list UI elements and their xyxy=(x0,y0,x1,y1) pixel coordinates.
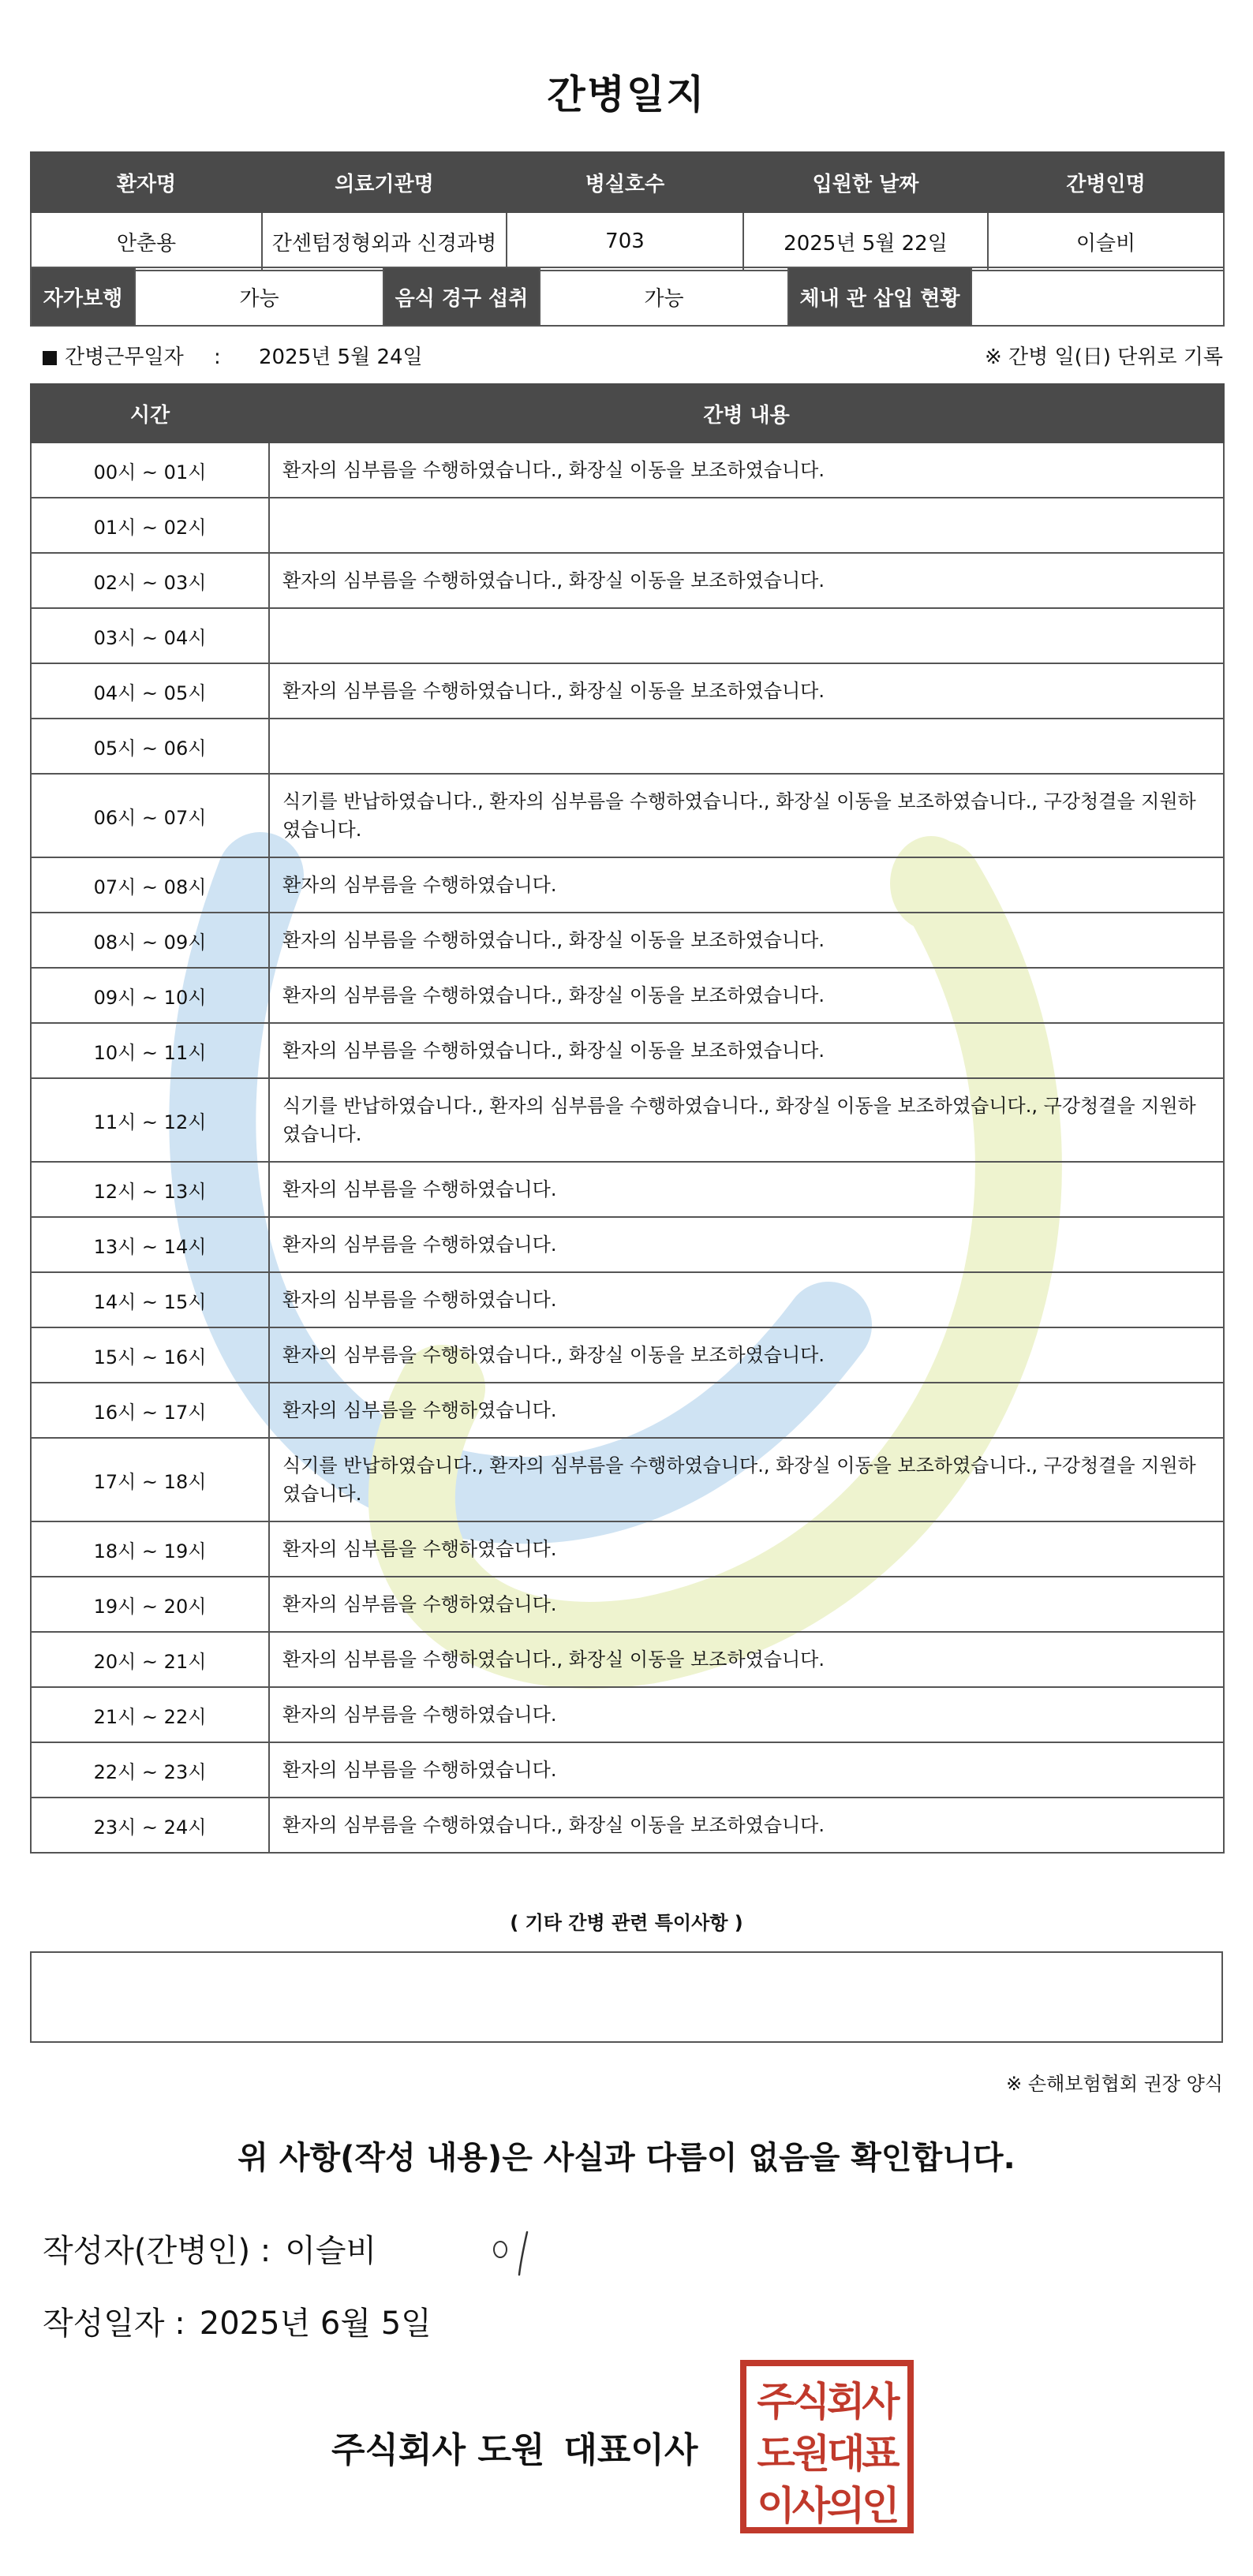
company-line xyxy=(331,2421,698,2472)
patient-info-value-row xyxy=(31,212,1224,271)
company-representative: 대표이사 xyxy=(563,2430,698,2470)
care-log-row xyxy=(31,663,1224,719)
care-log-row xyxy=(31,857,1224,913)
care-log-time: 12시 ~ 13시 xyxy=(31,1162,269,1217)
care-log-row xyxy=(31,442,1224,498)
page-title: 간병일지 xyxy=(547,72,706,118)
care-log-time: 15시 ~ 16시 xyxy=(31,1327,269,1383)
company-name: 주식회사 도원 xyxy=(331,2430,545,2470)
work-date-colon: : xyxy=(213,345,221,369)
care-log-time: 23시 ~ 24시 xyxy=(31,1798,269,1853)
care-log-content: 환자의 심부름을 수행하였습니다., 화장실 이동을 보조하였습니다. xyxy=(269,1632,1224,1687)
care-log-row xyxy=(31,498,1224,553)
admission-date: 2025년 5월 22일 xyxy=(743,212,988,271)
care-log-time: 22시 ~ 23시 xyxy=(31,1742,269,1798)
care-log-time: 00시 ~ 01시 xyxy=(31,442,269,498)
svg-text:이사의인: 이사의인 xyxy=(757,2483,897,2529)
care-log-content: 환자의 심부름을 수행하였습니다. xyxy=(269,1383,1224,1438)
header-patient-name: 환자명 xyxy=(31,152,262,212)
care-log-row xyxy=(31,1742,1224,1798)
oral-intake-label: 음식 경구 섭취 xyxy=(383,267,540,326)
care-log-time: 13시 ~ 14시 xyxy=(31,1217,269,1272)
special-notes-title: ( 기타 간병 관련 특이사항 ) xyxy=(510,1912,743,1934)
care-log-row xyxy=(31,1687,1224,1742)
patient-info-header-row xyxy=(31,152,1224,212)
care-log-row xyxy=(31,1272,1224,1327)
work-date-label: 간병근무일자 xyxy=(65,345,184,369)
care-log-content: 환자의 심부름을 수행하였습니다. xyxy=(269,1521,1224,1577)
care-log-row xyxy=(31,1383,1224,1438)
care-log-content: 환자의 심부름을 수행하였습니다., 화장실 이동을 보조하였습니다. xyxy=(269,913,1224,968)
care-log-time: 11시 ~ 12시 xyxy=(31,1078,269,1162)
care-log-time: 16시 ~ 17시 xyxy=(31,1383,269,1438)
care-log-row xyxy=(31,1023,1224,1078)
care-log-row xyxy=(31,1327,1224,1383)
care-log-content xyxy=(269,608,1224,663)
header-room-number: 병실호수 xyxy=(507,152,743,212)
caregiver-name: 이슬비 xyxy=(988,212,1224,271)
write-date-line xyxy=(43,2298,432,2343)
care-log-header-row xyxy=(31,384,1224,442)
care-log-time: 03시 ~ 04시 xyxy=(31,608,269,663)
care-log-content: 환자의 심부름을 수행하였습니다., 화장실 이동을 보조하였습니다. xyxy=(269,1327,1224,1383)
care-log-row xyxy=(31,1521,1224,1577)
writer-name: 이슬비 xyxy=(285,2233,377,2269)
daily-record-note: ※ 간병 일(日) 단위로 기록 xyxy=(984,345,1223,369)
care-log-row xyxy=(31,913,1224,968)
svg-text:주식회사: 주식회사 xyxy=(757,2379,897,2425)
write-date-value: 2025년 6월 5일 xyxy=(199,2305,432,2342)
care-log-time: 09시 ~ 10시 xyxy=(31,968,269,1023)
care-log-time: 07시 ~ 08시 xyxy=(31,857,269,913)
header-time: 시간 xyxy=(31,384,269,442)
care-log-content: 환자의 심부름을 수행하였습니다., 화장실 이동을 보조하였습니다. xyxy=(269,442,1224,498)
care-log-content: 환자의 심부름을 수행하였습니다., 화장실 이동을 보조하였습니다. xyxy=(269,968,1224,1023)
care-log-time: 06시 ~ 07시 xyxy=(31,774,269,857)
care-log-content: 환자의 심부름을 수행하였습니다. xyxy=(269,1687,1224,1742)
company-seal-stamp xyxy=(739,2358,915,2535)
care-log-time: 21시 ~ 22시 xyxy=(31,1687,269,1742)
care-log-time: 17시 ~ 18시 xyxy=(31,1438,269,1521)
square-bullet-icon xyxy=(43,351,57,365)
care-log-row xyxy=(31,1632,1224,1687)
work-date xyxy=(43,341,423,370)
room-number: 703 xyxy=(507,212,743,271)
write-date-label: 작성일자 : xyxy=(43,2305,185,2342)
care-log-content: 환자의 심부름을 수행하였습니다., 화장실 이동을 보조하였습니다. xyxy=(269,1798,1224,1853)
work-date-value: 2025년 5월 24일 xyxy=(259,345,423,369)
care-log-content: 환자의 심부름을 수행하였습니다. xyxy=(269,1162,1224,1217)
header-hospital-name: 의료기관명 xyxy=(262,152,507,212)
care-log-content: 환자의 심부름을 수행하였습니다. xyxy=(269,857,1224,913)
care-log-time: 10시 ~ 11시 xyxy=(31,1023,269,1078)
patient-status-row xyxy=(31,267,1224,326)
patient-status-table xyxy=(30,267,1225,327)
care-log-time: 14시 ~ 15시 xyxy=(31,1272,269,1327)
care-log-content: 환자의 심부름을 수행하였습니다. xyxy=(269,1272,1224,1327)
writer-line xyxy=(43,2226,376,2271)
writer-label: 작성자(간병인) : xyxy=(43,2233,271,2269)
tube-status-value xyxy=(971,267,1224,326)
care-log-content: 환자의 심부름을 수행하였습니다., 화장실 이동을 보조하였습니다. xyxy=(269,553,1224,608)
hospital-name: 간센텀정형외과 신경과병 xyxy=(262,212,507,271)
patient-name: 안춘용 xyxy=(31,212,262,271)
walking-label: 자가보행 xyxy=(31,267,135,326)
care-log-time: 04시 ~ 05시 xyxy=(31,663,269,719)
walking-value: 가능 xyxy=(135,267,383,326)
special-notes-box xyxy=(30,1951,1223,2043)
patient-info-table xyxy=(30,151,1225,271)
header-caregiver-name: 간병인명 xyxy=(988,152,1224,212)
work-date-line xyxy=(43,341,1223,372)
care-log-time: 20시 ~ 21시 xyxy=(31,1632,269,1687)
handwritten-signature xyxy=(483,2223,546,2286)
care-log-content: 식기를 반납하였습니다., 환자의 심부름을 수행하였습니다., 화장실 이동을 보조하였습니다., 구강청결을 지원하였습니다. xyxy=(269,1078,1224,1162)
care-log-content xyxy=(269,719,1224,774)
care-log-table xyxy=(30,383,1225,1854)
care-log-time: 08시 ~ 09시 xyxy=(31,913,269,968)
confirmation-statement: 위 사항(작성 내용)은 사실과 다름이 없음을 확인합니다. xyxy=(238,2140,1015,2176)
recommended-form-note: ※ 손해보험협회 권장 양식 xyxy=(1006,2073,1223,2095)
care-log-content xyxy=(269,498,1224,553)
care-log-time: 02시 ~ 03시 xyxy=(31,553,269,608)
care-log-time: 18시 ~ 19시 xyxy=(31,1521,269,1577)
care-log-row xyxy=(31,968,1224,1023)
care-log-row xyxy=(31,719,1224,774)
care-log-content: 환자의 심부름을 수행하였습니다. xyxy=(269,1217,1224,1272)
tube-status-label: 체내 관 삽입 현황 xyxy=(788,267,971,326)
care-log-row xyxy=(31,1577,1224,1632)
care-log-row xyxy=(31,553,1224,608)
oral-intake-value: 가능 xyxy=(540,267,788,326)
care-log-row xyxy=(31,1217,1224,1272)
care-log-content: 식기를 반납하였습니다., 환자의 심부름을 수행하였습니다., 화장실 이동을 보조하였습니다., 구강청결을 지원하였습니다. xyxy=(269,774,1224,857)
care-log-row xyxy=(31,608,1224,663)
care-log-row xyxy=(31,1798,1224,1853)
header-admission-date: 입원한 날짜 xyxy=(743,152,988,212)
care-log-row xyxy=(31,1438,1224,1521)
care-log-time: 19시 ~ 20시 xyxy=(31,1577,269,1632)
svg-text:도원대표: 도원대표 xyxy=(757,2431,897,2477)
care-log-body xyxy=(31,442,1224,1853)
care-log-time: 01시 ~ 02시 xyxy=(31,498,269,553)
care-log-content: 환자의 심부름을 수행하였습니다., 화장실 이동을 보조하였습니다. xyxy=(269,1023,1224,1078)
care-log-row xyxy=(31,1078,1224,1162)
care-log-row xyxy=(31,1162,1224,1217)
care-log-row xyxy=(31,774,1224,857)
care-log-content: 환자의 심부름을 수행하였습니다., 화장실 이동을 보조하였습니다. xyxy=(269,663,1224,719)
care-log-content: 식기를 반납하였습니다., 환자의 심부름을 수행하였습니다., 화장실 이동을 보조하였습니다., 구강청결을 지원하였습니다. xyxy=(269,1438,1224,1521)
care-log-content: 환자의 심부름을 수행하였습니다. xyxy=(269,1577,1224,1632)
care-log-time: 05시 ~ 06시 xyxy=(31,719,269,774)
header-care-content: 간병 내용 xyxy=(269,384,1224,442)
care-log-content: 환자의 심부름을 수행하였습니다. xyxy=(269,1742,1224,1798)
